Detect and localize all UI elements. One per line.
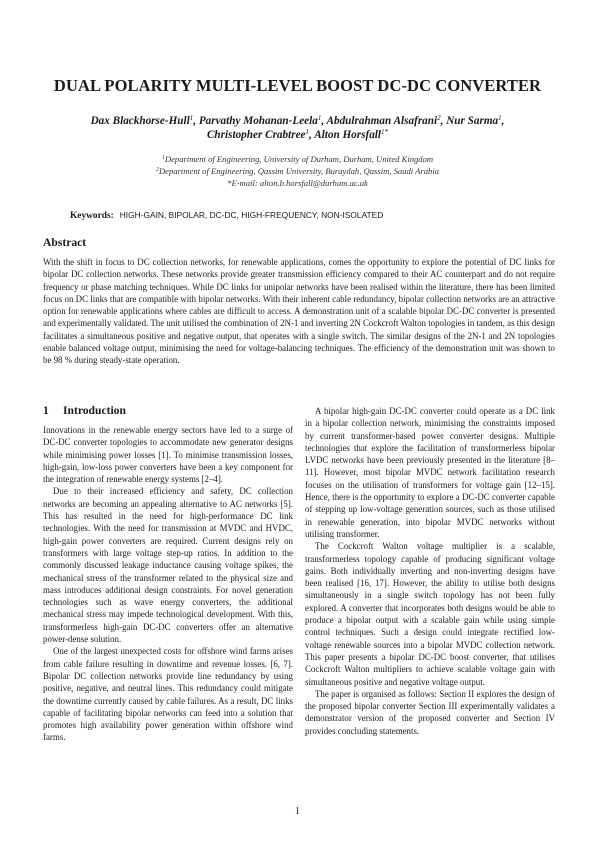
author-name: Dax Blackhorse-Hull [90,115,190,127]
keywords-label: Keywords: [70,211,114,221]
paragraph: Due to their increased efficiency and safety, DC collection networks are becoming an appealing alternative to AC networks [5]. This has resulted in the need for high-performance DC link technologies. With the need for transmission at MVDC and HVDC, high-gain power converters are required. Current designs rely on transformers with large voltage step-up ratios. In addition to the commonly discussed leakage inductance causing voltage spikes, the mechanical stress of the transformer related to the physical size and mass introduces additional design constraints. For novel generation technologies such as wave energy converters, the additional mechanical stress may impede technological development. With this, transformerless high-gain DC-DC converters offer an alternative power-dense solution. [43,486,293,645]
affiliation-text: Department of Engineering, University of Durham, Durham, United Kingdom [164,154,434,164]
affiliation-text: Department of Engineering, Qassim University, Buraydah, Qassim, Saudi Arabia [158,166,440,176]
affiliations [40,153,555,189]
paragraph: One of the largest unexpected costs for offshore wind farms arises from cable failure resulting in downtime and revenue losses. [6, 7]. Bipolar DC collection networks provide line redundancy by using positive, negative, and neutral lines. This redundancy could mitigate the downtime currently caused by cable failures. As a result, DC links capable of facilitating bipolar networks can feed into a solution that promotes high availability power generation within offshore wind farms. [43,646,293,743]
corresponding-email: *E-mail: alton.b.horsfall@durham.ac.uk [227,178,368,188]
section-title: Introduction [63,404,126,417]
affiliation-line [40,165,555,177]
section-number: 1 [43,404,49,417]
paragraph: Innovations in the renewable energy sectors have led to a surge of DC-DC converter topologies to accommodate new generator designs while minimising power losses [1]. To minimise transmission losses, high-gain, low-loss power converters have been a key component for the integration of renewable energy systems [2–4]. [43,425,293,485]
author-affil-mark: 1 [189,114,194,122]
author-name: Nur Sarma [446,115,499,127]
affiliation-mark: 1 [161,155,165,161]
affiliation-line [40,153,555,165]
author-affil-mark: 1* [381,127,389,136]
author-name: Parvathy Mohanan-Leela [198,115,318,127]
left-column [43,424,293,744]
author-affil-mark: 1 [317,114,322,122]
paper-title: DUAL POLARITY MULTI-LEVEL BOOST DC-DC CONVERTER [53,76,542,95]
section-heading [43,404,126,417]
abstract-heading: Abstract [43,236,87,249]
author-name: Abdulrahman Alsafrani [326,115,438,127]
paragraph: A bipolar high-gain DC-DC converter could operate as a DC link in a bipolar collection network, minimising the constraints imposed by current transformer-based power converter designs. Multiple technologies that explore the facilitation of transformerless bipolar LVDC networks have been previously presented in the literature [8–11]. However, most bipolar MVDC network facilitation research focuses on the utilisation of transformers for voltage gain [12–15]. Hence, there is the opportunity to explore a DC-DC converter capable of stepping up low-voltage generation sources, such as those utilised in renewable generation, into bipolar MVDC networks without utilising transformer. [305,406,555,539]
right-column [305,405,555,737]
paragraph: The Cockcroft Walton voltage multiplier is a scalable, transformerless topology capable of producing significant voltage gains. Both individually inverting and non-inverting designs have been realised [16, 17]. However, the ability to utilise both designs simultaneously in a single switch topology has not been fully explored. A converter that incorporates both designs would be able to produce a bipolar output with a scalable gain while using simple control techniques. Such a design could integrate rectified low-voltage renewable sources into a bipolar MVDC collection network. This paper presents a bipolar DC-DC boost converter, that utilises Cockcroft Walton multipliers to achieve scalable voltage gain with simultaneous positive and negative voltage output. [305,541,555,687]
author-list: Dax Blackhorse-Hull$^1$, Parvathy Mohanan-Leela$^1$, Abdulrahman Alsafrani$^2$, Nur Sarma$^1$, Christopher Crabtree$^1$, Alton Horsfall$^{1*}$ [90,114,505,141]
author-affil-mark: 1 [305,127,309,136]
affiliation-mark: 2 [155,167,159,173]
keywords-values: HIGH-GAIN, BIPOLAR, DC-DC, HIGH-FREQUENCY, NON-ISOLATED [119,210,384,220]
page-number: 1 [295,806,300,817]
abstract-body: With the shift in focus to DC collection networks, for renewable applications, comes the opportunity to explore the potential of DC links for bipolar DC collection networks. These networks provide greater transmission efficiency compared to their AC counterpart and do not require frequency or phase matching techniques. While DC links for unipolar networks have been realised within the literature, there has been limited focus on DC links that are compatible with bipolar networks. With their inherent cable redundancy, bipolar collection networks are an attractive option for renewable applications where cables are difficult to access. A demonstration unit of a scalable bipolar DC-DC converter is presented and experimentally validated. The unit utilised the combination of 2N-1 and inverting 2N Cockcroft Walton topologies in tandem, as this design facilitates a simultaneous positive and negative output, that operates with a single switch. The similar designs of the 2N-1 and 2N topologies enable balanced voltage output, minimising the need for voltage-balancing techniques. The efficiency of the demonstration unit was shown to be 98 % during steady-state operation. [43,257,555,366]
keywords [70,210,383,221]
author-name: Christopher Crabtree [206,128,306,141]
author-affil-mark: 1 [498,114,502,122]
paragraph: The paper is organised as follows: Section II explores the design of the proposed bipolar converter Section III experimentally validates a demonstrator version of the proposed converter and Section IV provides concluding statements. [305,688,555,736]
author-name: Alton Horsfall [314,128,382,141]
author-affil-mark: 2 [437,114,441,122]
